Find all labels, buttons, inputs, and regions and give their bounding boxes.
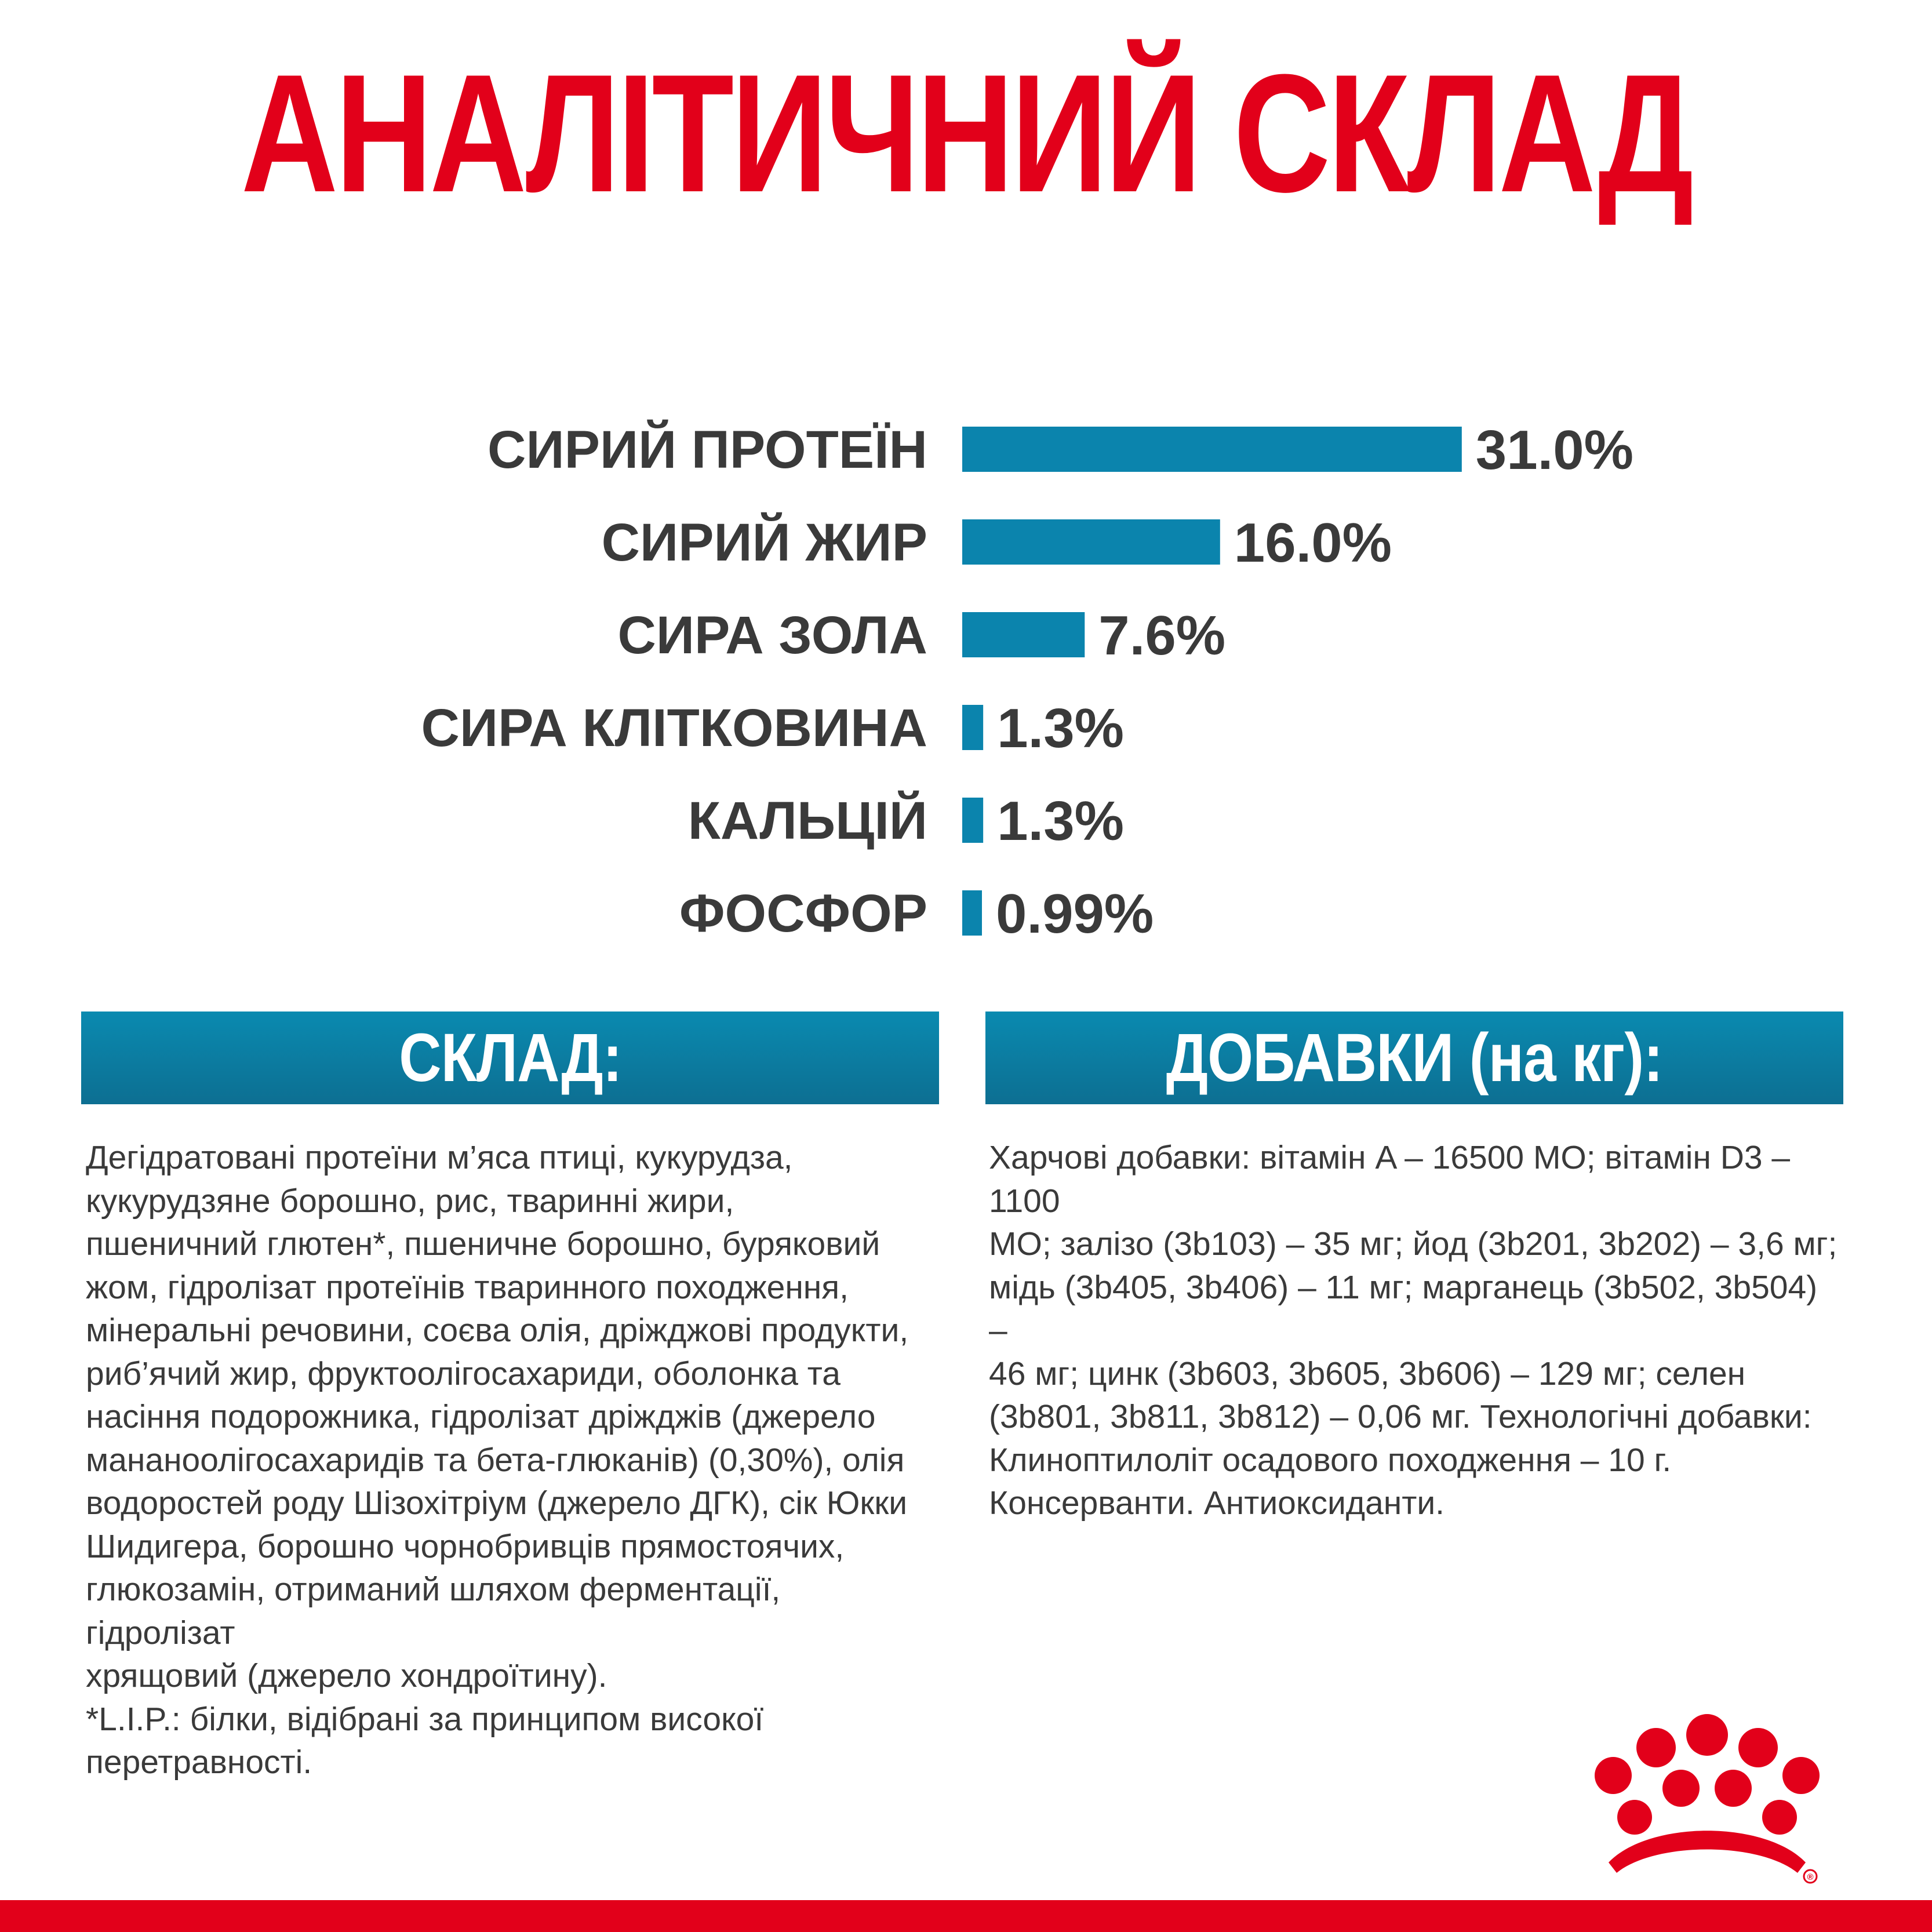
crown-dot-icon [1595,1757,1632,1794]
crown-dot-icon [1686,1714,1728,1756]
bar [962,612,1085,657]
crown-dot-icon [1738,1728,1778,1767]
category-label: СИРА КЛІТКОВИНА [421,698,927,758]
additives-heading: ДОБАВКИ (на кг): [1166,1020,1663,1096]
crown-dot-icon [1662,1770,1700,1807]
category-label: СИРИЙ ЖИР [601,513,927,572]
crown-dot-icon [1762,1800,1797,1835]
value-label: 16.0% [1234,512,1392,574]
value-label: 7.6% [1098,605,1226,667]
category-label: СИРА ЗОЛА [617,606,927,665]
composition-text: Дегідратовані протеїни м’яса птиці, кукурудза, кукурудзяне борошно, рис, тваринні жири, пшеничний глютен*, пшеничне борошно, буряковий жом, гідролізат протеїнів тваринного походження, мінеральні речовини, соєва олія, дріжджові продукти, риб’ячий жир, фруктоолігосахариди, оболонка та насіння подорожника, гідролізат дріжджів (джерело мананоолігосахаридів та бета-глюканів) (0,30%), олія водоростей роду Шізохітріум (джерело ДГК), сік Юкки Шидигера, борошно чорнобривців прямостоячих, глюкозамін, отриманий шляхом ферментації, гідролізат хрящовий (джерело хондроїтину). *L.I.P.: білки, відібрані за принципом високої перетравності. [86,1139,909,1781]
composition-header [81,1012,939,1104]
crown-dot-icon [1617,1800,1652,1835]
bar [962,427,1462,472]
additives-header [985,1012,1843,1104]
value-label: 31.0% [1475,419,1634,481]
crown-dot-icon [1782,1757,1820,1794]
nutrient-bar-chart [0,406,1932,962]
page-title: АНАЛІТИЧНИЙ СКЛАД [241,39,1691,227]
category-label: КАЛЬЦІЙ [687,791,927,850]
value-label: 1.3% [997,790,1124,852]
bar [962,705,983,750]
crown-dot-icon [1715,1770,1752,1807]
svg-text:®: ® [1807,1872,1814,1882]
value-label: 1.3% [997,697,1124,759]
crown-dot-icon [1636,1728,1676,1767]
bar [962,798,983,843]
bottom-band [0,1900,1932,1932]
crown-band-icon [1609,1831,1806,1873]
category-label: СИРИЙ ПРОТЕЇН [487,420,927,479]
bar [962,519,1220,565]
category-label: ФОСФОР [679,884,927,943]
registered-mark-icon [1804,1870,1817,1883]
value-label: 0.99% [996,883,1154,945]
bar [962,890,982,936]
crown-logo [1585,1707,1829,1887]
additives-text: Харчові добавки: вітамін A – 16500 МО; вітамін D3 – 1100 МО; залізо (3b103) – 35 мг; йод (3b201, 3b202) – 3,6 мг; мідь (3b405, 3b406) – 11 мг; марганець (3b502, 3b504) – 46 мг; цинк (3b603, 3b605, 3b606) – 129 мг; селен (3b801, 3b811, 3b812) – 0,06 мг. Технологічні добавки: Клиноптилоліт осадового походження – 10 г. Консерванти. Антиоксиданти. [989,1139,1838,1522]
composition-heading: СКЛАД: [398,1020,622,1096]
